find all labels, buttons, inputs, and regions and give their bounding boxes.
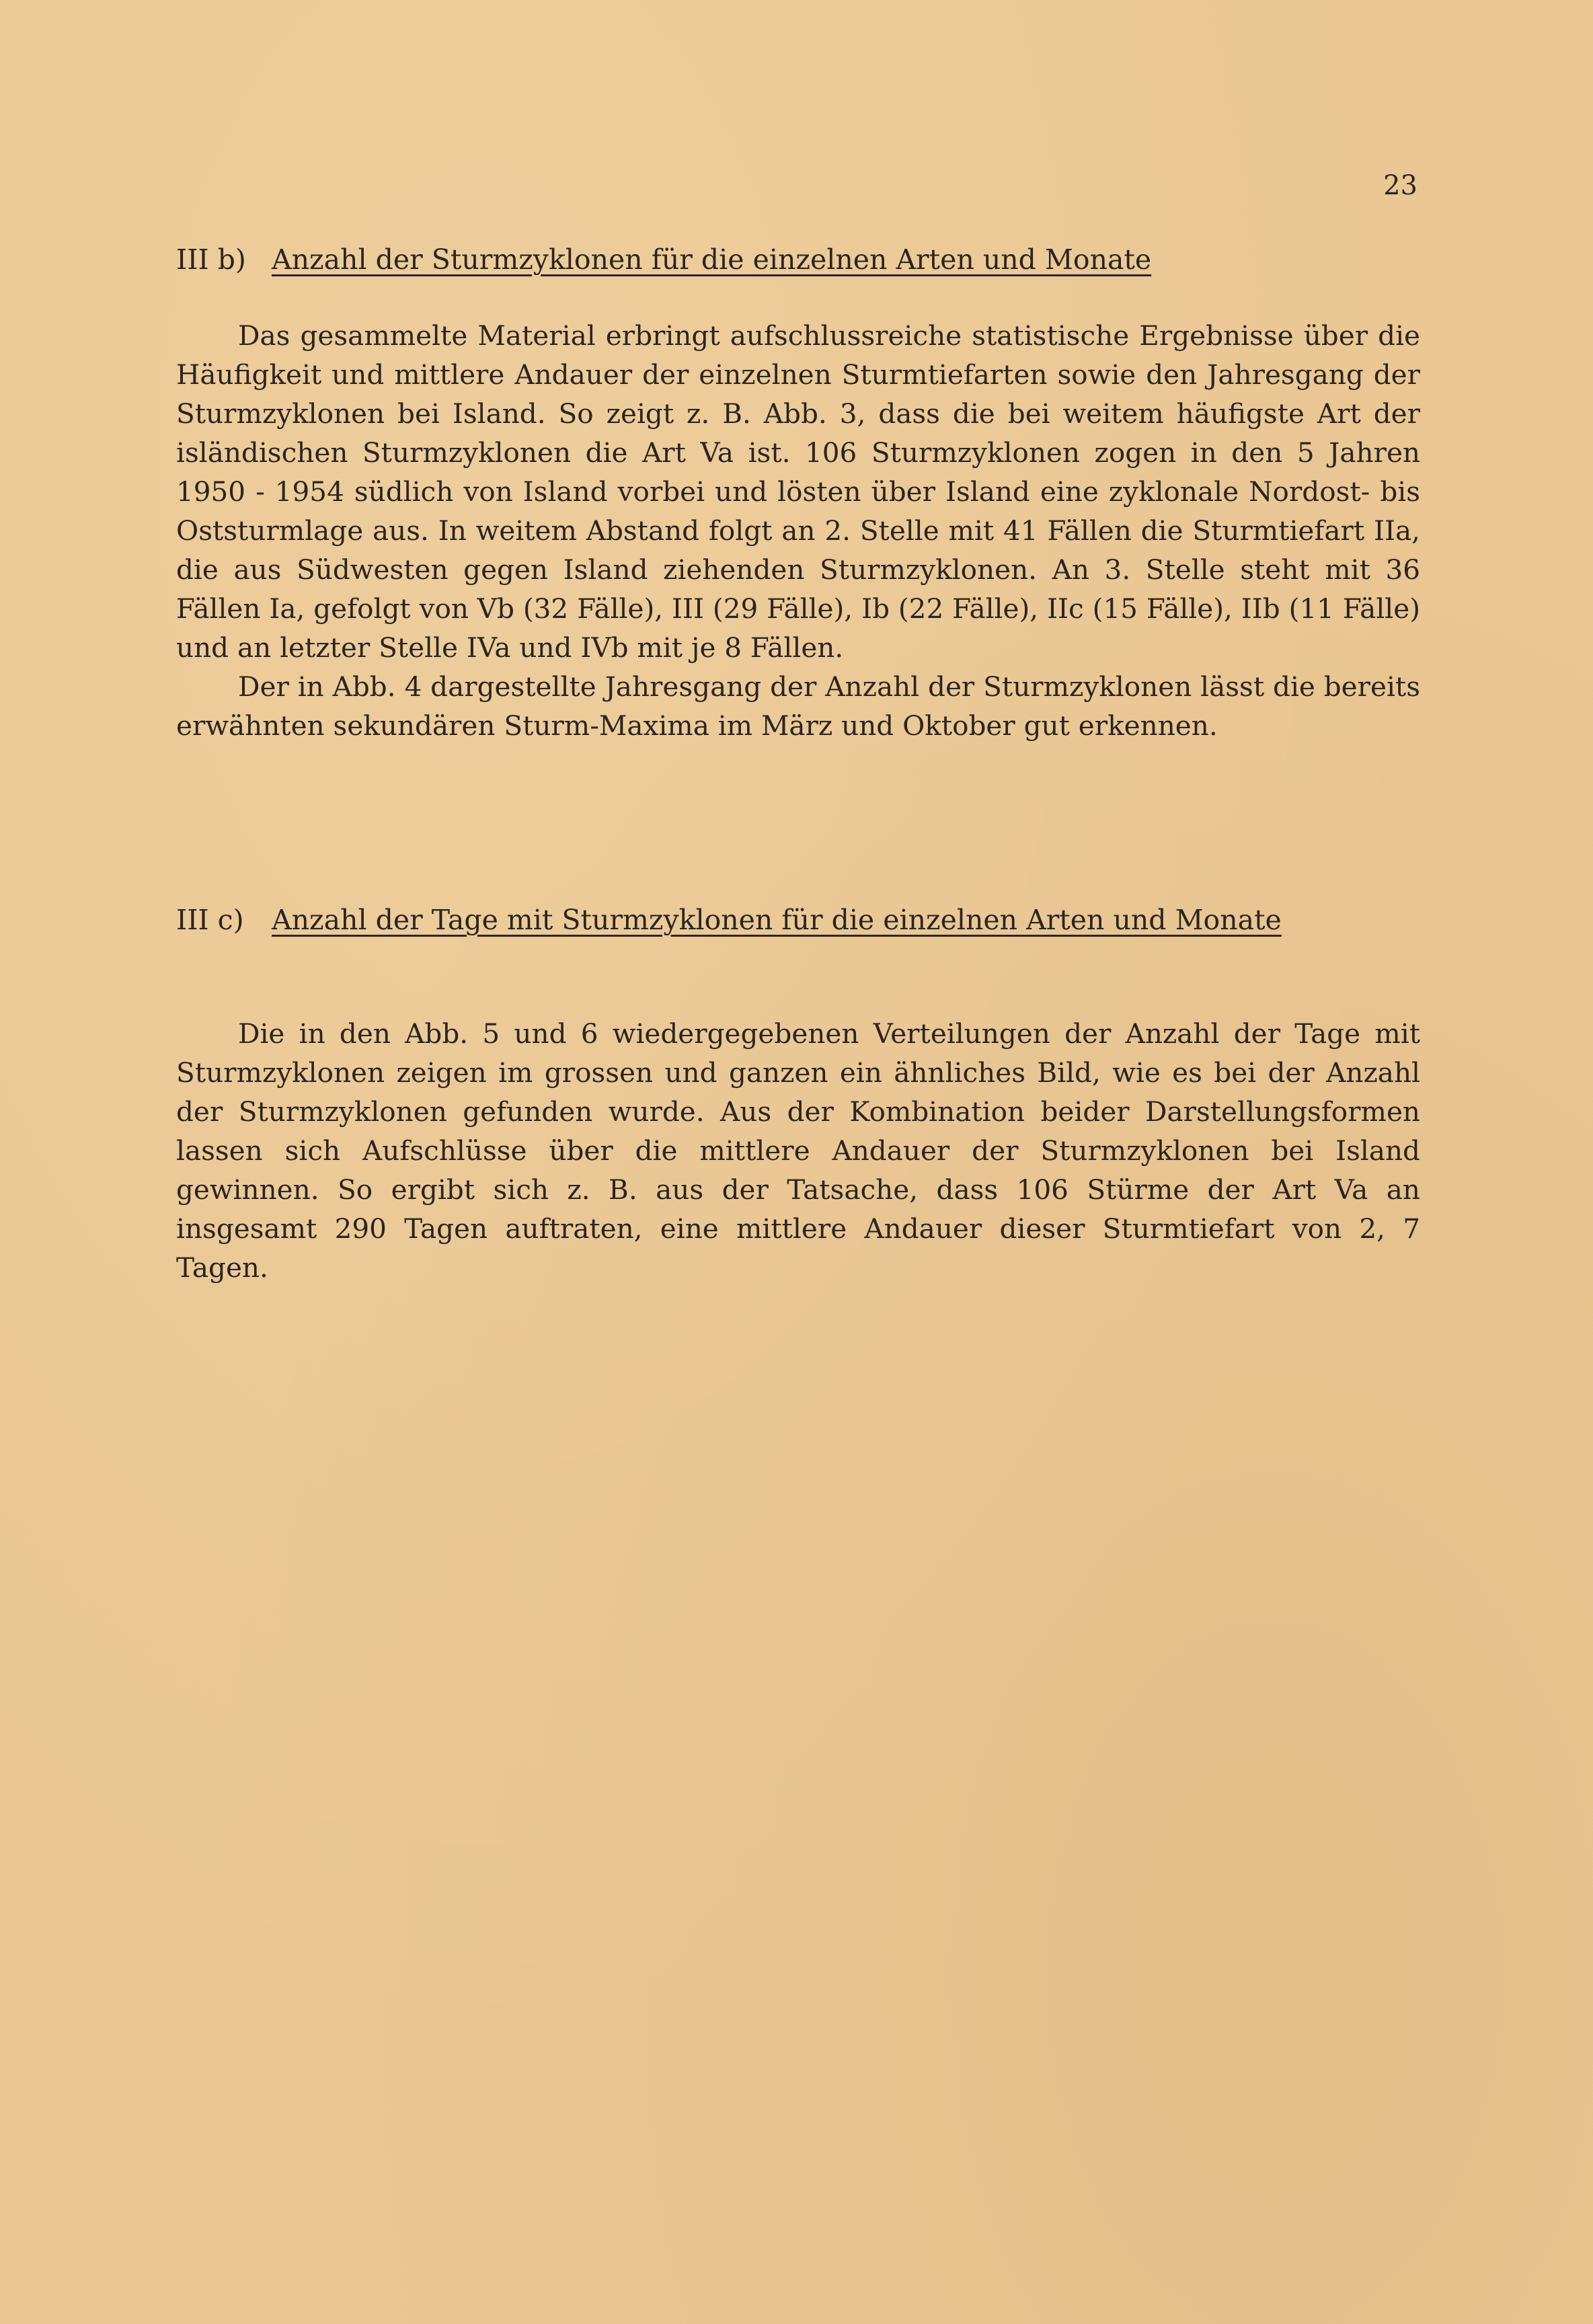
- section-number-c: III c): [176, 904, 244, 936]
- section-body-c: [176, 1014, 1420, 1287]
- section-title-b: [272, 241, 1345, 278]
- paragraph-b-2: Der in Abb. 4 dargestellte Jahresgang der Anzahl der Sturmzyklonen lässt die bereits erwähnten sekundären Sturm-Maxima im März und Oktober gut erkennen.: [176, 670, 1420, 742]
- page-number: 23: [1383, 170, 1417, 201]
- paragraph-c-1: Die in den Abb. 5 und 6 wiedergegebenen Verteilungen der Anzahl der Tage mit Sturmzyklonen zeigen im grossen und ganzen ein ähnliches Bild, wie es bei der Anzahl der Sturmzyklonen gefunden wurde. Aus der Kombination beider Darstellungsformen lassen sich Aufschlüsse über die mittlere Andauer der Sturmzyklonen bei Island gewinnen. So ergibt sich z. B. aus der Tatsache, dass 106 Stürme der Art Va an insgesamt 290 Tagen auftraten, eine mittlere Andauer dieser Sturmtiefart von 2, 7 Tagen.: [176, 1017, 1420, 1284]
- section-body-b: [176, 316, 1420, 745]
- paragraph-b-1: Das gesammelte Material erbringt aufschlussreiche statistische Ergebnisse über die Häufigkeit und mittlere Andauer der einzelnen Sturmtiefarten sowie den Jahresgang der Sturmzyklonen bei Island. So zeigt z. B. Abb. 3, dass die bei weitem häufigste Art der isländischen Sturmzyklonen die Art Va ist. 106 Sturmzyklonen zogen in den 5 Jahren 1950 - 1954 südlich von Island vorbei und lösten über Island eine zyklonale Nordost- bis Oststurmlage aus. In weitem Abstand folgt an 2. Stelle mit 41 Fällen die Sturmtiefart IIa, die aus Südwesten gegen Island ziehenden Sturmzyklonen. An 3. Stelle steht mit 36 Fällen Ia, gefolgt von Vb (32 Fälle), III (29 Fälle), Ib (22 Fälle), IIc (15 Fälle), IIb (11 Fälle) und an letzter Stelle IVa und IVb mit je 8 Fällen.: [176, 319, 1420, 664]
- section-title-c-text: Anzahl der Tage mit Sturmzyklonen für die einzelnen Arten und Monate: [272, 904, 1282, 936]
- section-number-b: III b): [176, 243, 246, 276]
- section-title-c: [272, 901, 1345, 939]
- section-heading-c: [176, 901, 1420, 939]
- section-heading-b: [176, 241, 1420, 278]
- section-title-b-text: Anzahl der Sturmzyklonen für die einzelnen Arten und Monate: [272, 243, 1152, 276]
